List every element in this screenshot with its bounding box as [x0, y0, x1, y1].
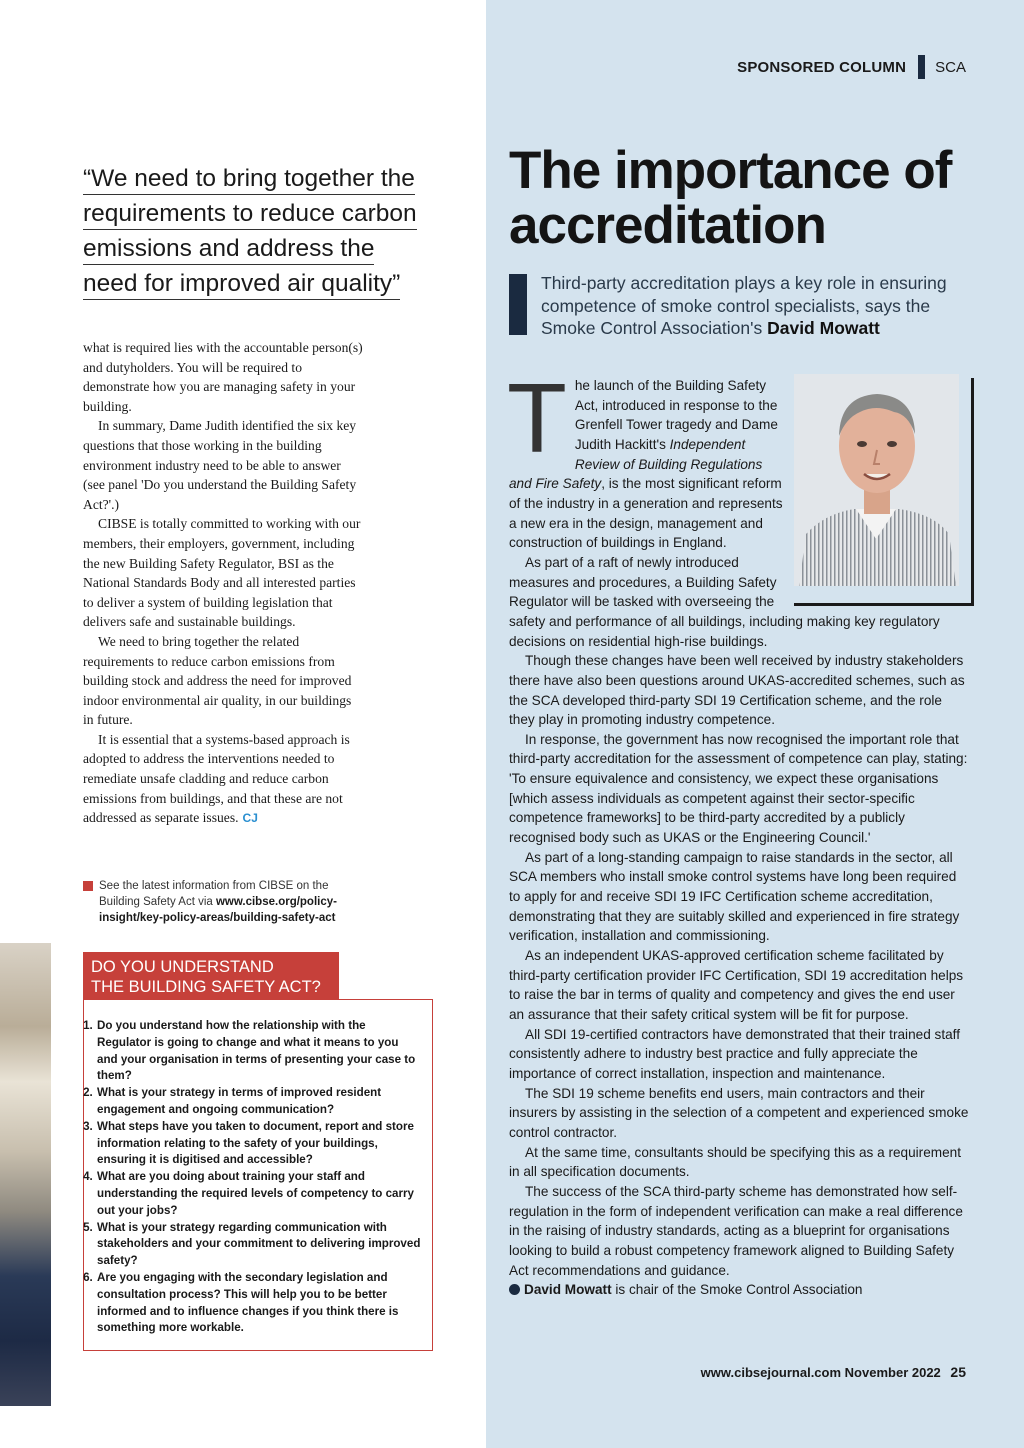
- questions-panel: [83, 999, 433, 1351]
- body-paragraph: The SDI 19 scheme benefits end users, main contractors and their insurers by assisting in the selection of a competent and experienced smoke control contractor.: [509, 1085, 969, 1140]
- question-item: 4. What are you doing about training your staff and understanding the required levels of competency to carry out your jobs?: [96, 1169, 422, 1219]
- standfirst-body: Third-party accreditation plays a key role in ensuring competence of smoke control specialists, says the Smoke Control Association's: [541, 273, 947, 338]
- body-paragraph: As part of a long-standing campaign to raise standards in the sector, all SCA members who install smoke control systems have long been required to apply for and receive SDI 19 IFC Certification scheme accreditation, demonstrating that they are suitably skilled and experienced in fire strategy verification, installation and commissioning.: [509, 849, 960, 944]
- footer-url[interactable]: www.cibsejournal.com: [700, 1365, 842, 1380]
- bio-bullet: [509, 1284, 520, 1295]
- review-title: Independent Review of Building Regulations and Fire Safety: [509, 436, 763, 492]
- body-paragraph: In summary, Dame Judith identified the six key questions that those working in the building environment industry need to be able to answer (see panel 'Do you understand the Building Safety Act?'.): [83, 418, 357, 512]
- body-paragraph: As an independent UKAS-approved certification scheme facilitated by third-party certification provider IFC Certification, SDI 19 accreditation helps to raise the bar in terms of quality and competency and gives the end user an assurance that their safety critical system will be fit for purpose.: [509, 948, 964, 1022]
- red-square-bullet: [83, 881, 93, 891]
- see-latest-text: [99, 878, 358, 926]
- body-paragraph: [83, 730, 363, 829]
- question-item: 2. What is your strategy in terms of improved resident engagement and ongoing communication?: [96, 1085, 422, 1119]
- left-column-body: [83, 338, 363, 829]
- pull-quote-line: emissions and address the: [83, 235, 374, 265]
- question-item: 3. What steps have you taken to document, report and store information relating to the safety of your buildings, ensuring it is digitised and accessible?: [96, 1119, 422, 1169]
- section-header: [737, 55, 966, 79]
- page-number: 25: [950, 1364, 966, 1380]
- question-item: 1. Do you understand how the relationship with the Regulator is going to change and what it means to you and your organisation in terms of presenting your case to them?: [96, 1018, 422, 1085]
- footer-date: November 2022: [844, 1365, 941, 1380]
- question-item: 5. What is your strategy regarding communication with stakeholders and your commitment to delivering improved safety?: [96, 1220, 422, 1270]
- final-paragraph-text: It is essential that a systems-based approach is adopted to address the interventions needed to remediate unsafe cladding and reduce carbon emissions from buildings, and that these are not addressed as separate issues.: [83, 731, 350, 826]
- pull-quote-line: need for improved air quality”: [83, 270, 400, 300]
- cropped-interior-photo: [0, 943, 51, 1406]
- body-paragraph: CIBSE is totally committed to working with our members, their employers, government, including the new Building Safety Regulator, BSI as the National Standards Body and all interested parties to deliver a system of building legislation that delivers safe and sustainable buildings.: [83, 516, 361, 630]
- article-title: The importance of accreditation: [509, 141, 952, 255]
- body-paragraph: The success of the SCA third-party scheme has demonstrated how self-regulation in the form of independent verification can make a real difference in the raising of industry standards, acting as a blueprint for organisations looking to build a robust competency framework aligned to Building Safety Act recommendations and guidance.: [509, 1183, 963, 1278]
- body-paragraph: In response, the government has now recognised the important role that third-party accreditation for the assessment of competence can play, stating: 'To ensure equivalence and consistency, we expect these organisations [which assess individuals as competent against their sector-specific competence frameworks] to be third-party accredited by a publicly recognised body such as UKAS or the Engineering Council.': [509, 731, 968, 846]
- standfirst-bar: [509, 274, 527, 335]
- question-item: 6. Are you engaging with the secondary legislation and consultation process? This will help you to be better informed and to influence changes if you think there is something more workable.: [96, 1270, 422, 1337]
- body-paragraph: We need to bring together the related requirements to reduce carbon emissions from building stock and address the need for improved indoor environmental air quality, in our buildings in future.: [83, 633, 352, 728]
- standfirst-text: [541, 272, 969, 340]
- body-paragraph: All SDI 19-certified contractors have demonstrated that their trained staff consistently adhere to industry best practice and fully appreciate the importance of correct installation, inspection and maintenance.: [509, 1026, 960, 1081]
- header-divider: [918, 55, 925, 79]
- body-paragraph: Though these changes have been well received by industry stakeholders there have also been questions around UKAS-accredited schemes, such as the SCA developed third-party SDI 19 Certification scheme, and the role they play in promoting industry competence.: [509, 653, 965, 728]
- see-latest-note: [83, 878, 358, 926]
- bio-text: is chair of the Smoke Control Association: [611, 1282, 863, 1298]
- body-paragraph: what is required lies with the accountable person(s) and dutyholders. You will be required to demonstrate how you are managing safety in your building.: [83, 340, 363, 414]
- pull-quote: [83, 161, 433, 301]
- cibse-policy-link[interactable]: www.cibse.org/policy-insight/key-policy-areas/building-safety-act: [99, 896, 337, 924]
- photo-frame-right: [971, 378, 974, 606]
- standfirst: [509, 272, 969, 340]
- author-photo: [794, 374, 974, 602]
- body-paragraph: As part of a raft of newly introduced measures and procedures, a Building Safety Regulator will be tasked with overseeing the safety and performance of all buildings, including making key regulatory decisions on residential high-rise buildings.: [509, 554, 940, 649]
- questions-list: [84, 1018, 422, 1337]
- article-body: [507, 363, 969, 1300]
- standfirst-author: David Mowatt: [767, 318, 880, 338]
- cj-end-mark: CJ: [242, 811, 258, 826]
- panel-heading-line: THE BUILDING SAFETY ACT?: [91, 977, 321, 996]
- section-tag: SCA: [935, 58, 966, 76]
- author-portrait: [794, 374, 959, 586]
- pull-quote-line: requirements to reduce carbon: [83, 200, 417, 230]
- see-latest-body: See the latest information from CIBSE on the Building Safety Act via: [99, 880, 329, 908]
- bio-name: David Mowatt: [524, 1282, 612, 1298]
- opening-text: he launch of the Building Safety Act, introduced in response to the Grenfell Tower tragedy and Dame Judith Hackitt's: [574, 378, 778, 452]
- drop-cap: T: [507, 363, 567, 473]
- panel-heading-line: DO YOU UNDERSTAND: [91, 958, 274, 976]
- photo-frame-bottom: [794, 603, 974, 606]
- body-paragraph: At the same time, consultants should be specifying this as a requirement in all specification documents.: [509, 1144, 961, 1180]
- panel-heading: [83, 952, 339, 1000]
- author-bio: [509, 1280, 969, 1300]
- page-footer: [701, 1364, 966, 1380]
- pull-quote-line: “We need to bring together the: [83, 165, 415, 195]
- section-label: SPONSORED COLUMN: [737, 58, 907, 76]
- opening-text-end: , is the most significant reform of the industry in a generation and represents a new era in the design, management and construction of buildings in England.: [509, 476, 783, 551]
